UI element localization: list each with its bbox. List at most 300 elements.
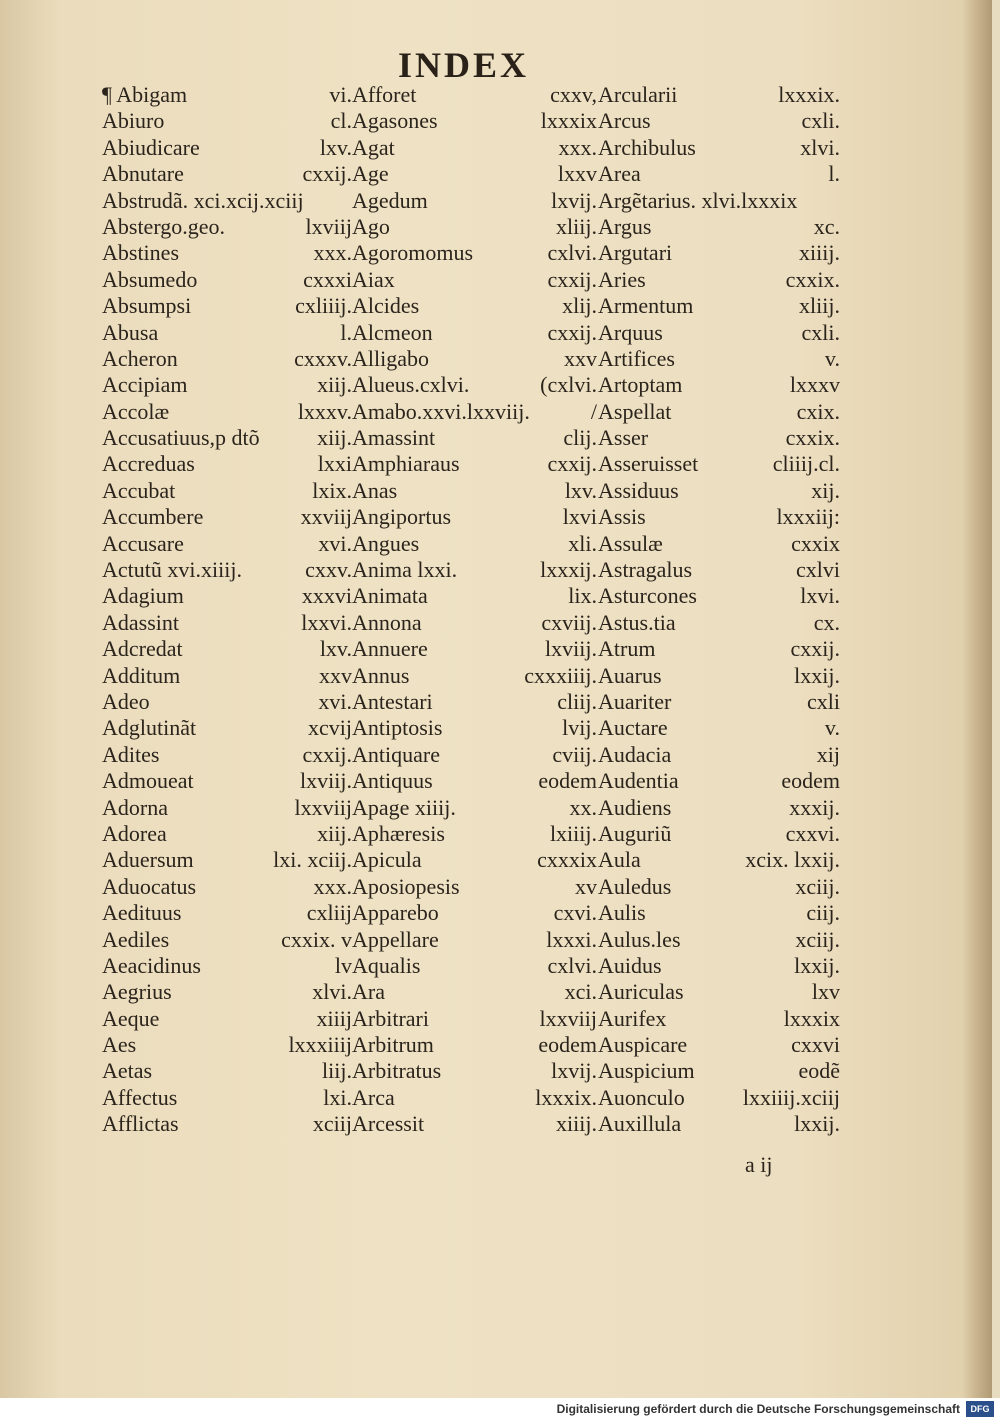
index-term: Affectus [102, 1084, 178, 1110]
page-reference: cxli. [801, 108, 840, 134]
index-term: Alcides [352, 293, 420, 319]
index-term: Afflictas [102, 1111, 179, 1137]
index-entry [102, 82, 352, 108]
index-entry [598, 557, 840, 583]
page-reference: cliiij.cl. [772, 451, 840, 477]
index-entry [598, 320, 840, 346]
page-reference: cxxxix [537, 847, 597, 873]
page-reference: xxv [319, 662, 352, 688]
index-entry [102, 108, 352, 134]
page-reference: lxxxix. [535, 1084, 597, 1110]
digitization-footer [0, 1398, 1000, 1422]
page-reference: lxxxiiij [288, 1032, 352, 1058]
page-reference: lxv [811, 979, 840, 1005]
index-term: Angues [352, 530, 420, 556]
page-reference: cxxix. [785, 425, 840, 451]
index-entry [598, 1058, 840, 1084]
index-term: Adorna [102, 794, 168, 820]
page-reference: lxxxix [540, 108, 597, 134]
index-entry [598, 927, 840, 953]
page-reference: xiij. [317, 820, 352, 846]
index-entry [102, 663, 352, 689]
index-term: Absumedo [102, 266, 198, 292]
index-term: Artoptam [598, 372, 683, 398]
page-reference: lxiiij. [549, 820, 597, 846]
index-entry [352, 953, 597, 979]
index-term: Area [598, 161, 641, 187]
index-term: Adeo [102, 688, 150, 714]
index-term: Aphæresis [352, 820, 445, 846]
index-entry [102, 742, 352, 768]
page-reference: xv [575, 873, 597, 899]
index-term: Absumpsi [102, 293, 192, 319]
page-reference: lxxiiij.xciij [742, 1084, 840, 1110]
index-entry [352, 346, 597, 372]
page-reference: cxvi. [553, 900, 597, 926]
index-term: Auguriũ [598, 820, 672, 846]
index-term: Auonculo [598, 1084, 685, 1110]
index-term: Auariter [598, 688, 672, 714]
index-term: Aediles [102, 926, 170, 952]
page-reference: xij [816, 741, 840, 767]
index-entry [352, 1032, 597, 1058]
index-entry [352, 900, 597, 926]
page-reference: lxxxv. [297, 398, 352, 424]
index-term: Abstines [102, 240, 179, 266]
index-entry [352, 663, 597, 689]
index-entry [102, 214, 352, 240]
page-reference: lxxi [317, 451, 352, 477]
page-reference: clij. [563, 425, 597, 451]
index-entry [598, 663, 840, 689]
index-entry [352, 135, 597, 161]
page-reference: v. [824, 715, 840, 741]
index-entry [352, 240, 597, 266]
page-reference: xxx. [313, 873, 352, 899]
index-term: Anima lxxi. [352, 557, 458, 583]
page-reference: cviij. [552, 741, 597, 767]
index-term: Astus.tia [598, 609, 676, 635]
index-term: Adassint [102, 609, 179, 635]
index-entry [352, 293, 597, 319]
index-term: Alcmeon [352, 319, 433, 345]
index-entry [598, 979, 840, 1005]
index-entry [352, 161, 597, 187]
index-entry [598, 1032, 840, 1058]
index-entry [102, 346, 352, 372]
index-entry [598, 768, 840, 794]
index-term: Abstergo.geo. [102, 213, 226, 239]
index-term: Auriculas [598, 979, 684, 1005]
page-reference: liij. [322, 1058, 352, 1084]
page-reference: cxxix [791, 530, 840, 556]
index-entry [598, 900, 840, 926]
index-term: Agedum [352, 187, 428, 213]
index-term: Actutũ xvi.xiiij. [102, 557, 242, 583]
index-term: Aries [598, 266, 646, 292]
index-column-3 [598, 82, 840, 1138]
index-entry [352, 214, 597, 240]
page-reference: cxliij [306, 900, 352, 926]
index-term: Argẽtarius. xlvi.lxxxix [598, 187, 798, 213]
page-reference: cx. [813, 609, 840, 635]
index-entry [102, 795, 352, 821]
page-reference: cxxij. [302, 161, 352, 187]
page-reference: vi. [329, 82, 352, 107]
index-entry [102, 768, 352, 794]
index-term: Assis [598, 504, 646, 530]
index-term: Audacia [598, 741, 672, 767]
index-term: Acheron [102, 345, 178, 371]
index-entry [352, 610, 597, 636]
index-entry [598, 1085, 840, 1111]
index-entry [102, 715, 352, 741]
index-entry [352, 1058, 597, 1084]
page-reference: xli. [568, 530, 597, 556]
page-reference: lxxviij [294, 794, 352, 820]
page-reference: xxviij [300, 504, 352, 530]
page-reference: eodem [538, 1032, 597, 1058]
page-reference: lxxxiij: [776, 504, 840, 530]
index-entry [352, 478, 597, 504]
page-reference: xiij. [317, 372, 352, 398]
index-entry [598, 108, 840, 134]
index-entry [102, 847, 352, 873]
page-reference: xcix. lxxij. [745, 847, 840, 873]
index-column-1 [102, 82, 352, 1138]
index-term: Auidus [598, 952, 662, 978]
page-reference: xiiij. [556, 1111, 597, 1137]
page-reference: xvi. [318, 688, 352, 714]
index-entry [598, 874, 840, 900]
index-entry [598, 399, 840, 425]
index-term: Arbitrari [352, 1005, 429, 1031]
index-term: Ara [352, 979, 385, 1005]
index-term: Astragalus [598, 557, 693, 583]
page-reference: / [590, 398, 597, 424]
page-reference: lxvij. [551, 1058, 597, 1084]
index-entry [598, 610, 840, 636]
page-reference: xlij. [562, 293, 597, 319]
index-entry [102, 900, 352, 926]
index-entry [352, 768, 597, 794]
index-entry [598, 82, 840, 108]
index-entry [598, 953, 840, 979]
page-reference: cxxvi. [785, 820, 840, 846]
index-term: Antestari [352, 688, 433, 714]
page-reference: lxi. [323, 1084, 352, 1110]
page-reference: xvi. [318, 530, 352, 556]
page-reference: cxviij. [541, 609, 597, 635]
index-term: Argutari [598, 240, 673, 266]
index-term: Auledus [598, 873, 672, 899]
index-term: Argus [598, 213, 652, 239]
page-reference: cxlvi [796, 557, 840, 583]
index-entry [102, 979, 352, 1005]
index-entry [102, 240, 352, 266]
index-term: Antiptosis [352, 715, 443, 741]
index-entry [598, 188, 840, 214]
page-reference: lxv. [319, 636, 352, 662]
index-term: Aspellat [598, 398, 672, 424]
index-entry [102, 583, 352, 609]
index-entry [102, 689, 352, 715]
index-term: Armentum [598, 293, 694, 319]
index-term: Arbitrum [352, 1032, 434, 1058]
index-term: Apage xiiij. [352, 794, 456, 820]
page-reference: xlvi. [312, 979, 352, 1005]
index-entry [102, 1032, 352, 1058]
index-term: Additum [102, 662, 181, 688]
index-entry [598, 636, 840, 662]
page-reference: cxxij. [547, 451, 597, 477]
index-entry [102, 557, 352, 583]
page-reference: lxxij. [794, 662, 840, 688]
index-term: Artifices [598, 345, 675, 371]
index-term: Auctare [598, 715, 668, 741]
index-term: Apparebo [352, 900, 439, 926]
index-entry [352, 504, 597, 530]
index-entry [352, 847, 597, 873]
index-term: Aurifex [598, 1005, 667, 1031]
index-entry [102, 927, 352, 953]
page-reference: xliij. [556, 213, 597, 239]
page-reference: lxxij. [794, 952, 840, 978]
page-reference: lxvij. [551, 187, 597, 213]
index-entry [352, 320, 597, 346]
page-reference: eodem [781, 768, 840, 794]
index-entry [102, 610, 352, 636]
index-entry [598, 847, 840, 873]
index-entry [352, 108, 597, 134]
index-term: Aedituus [102, 900, 182, 926]
page-reference: xxx. [313, 240, 352, 266]
index-term: Aes [102, 1032, 137, 1058]
index-entry [352, 267, 597, 293]
index-term: Antiquare [352, 741, 440, 767]
page-reference: xlvi. [800, 134, 840, 160]
page-reference: cxix. [796, 398, 840, 424]
index-entry [352, 82, 597, 108]
page-reference: l. [340, 319, 352, 345]
page-reference: lxxvi. [301, 609, 352, 635]
index-term: Aeacidinus [102, 952, 201, 978]
index-entry [598, 689, 840, 715]
index-entry [102, 135, 352, 161]
index-term: Aeque [102, 1005, 160, 1031]
page-reference: cxxxi [303, 266, 352, 292]
page-reference: xiiij. [799, 240, 840, 266]
index-term: Aegrius [102, 979, 172, 1005]
page-reference: lxxxix. [778, 82, 840, 107]
index-entry [598, 372, 840, 398]
page-reference: xci. [564, 979, 597, 1005]
page-reference: lvij. [562, 715, 597, 741]
page-reference: cxxij. [790, 636, 840, 662]
page-reference: lxi. xciij. [273, 847, 352, 873]
index-entry [598, 293, 840, 319]
index-term: Agat [352, 134, 395, 160]
index-term: Asser [598, 425, 649, 451]
index-term: Auxillula [598, 1111, 682, 1137]
index-term: Ago [352, 213, 390, 239]
page-reference: eodẽ [798, 1058, 840, 1084]
index-entry [102, 399, 352, 425]
index-entry [102, 425, 352, 451]
page-reference: lxxv [557, 161, 597, 187]
page-reference: lxix. [312, 477, 352, 503]
index-term: Arcessit [352, 1111, 425, 1137]
index-entry [352, 451, 597, 477]
page-reference: lxviij. [300, 768, 352, 794]
index-term: Angiportus [352, 504, 451, 530]
index-entry [102, 372, 352, 398]
index-term: Asturcones [598, 583, 697, 609]
page-title: INDEX [398, 45, 530, 85]
page-reference: lxxxij. [540, 557, 597, 583]
page-reference: lxxij. [794, 1111, 840, 1137]
index-term: Abiuro [102, 108, 165, 134]
index-term: Aduocatus [102, 873, 197, 899]
index-entry [102, 478, 352, 504]
index-entry [352, 689, 597, 715]
page-reference: xiiij [316, 1005, 352, 1031]
index-entry [598, 583, 840, 609]
page-reference: lix. [568, 583, 597, 609]
index-term: Accubat [102, 477, 176, 503]
index-entry [102, 531, 352, 557]
index-term: Annona [352, 609, 422, 635]
index-term: Annuere [352, 636, 428, 662]
index-entry [598, 795, 840, 821]
index-term: Aiax [352, 266, 395, 292]
index-term: Alligabo [352, 345, 429, 371]
index-entry [352, 531, 597, 557]
index-entry [598, 267, 840, 293]
index-entry [352, 372, 597, 398]
index-term: Anas [352, 477, 398, 503]
index-term: Apicula [352, 847, 422, 873]
index-entry [102, 636, 352, 662]
index-term: Annus [352, 662, 410, 688]
index-term: ¶ Abigam [102, 82, 188, 107]
index-entry [598, 451, 840, 477]
page-reference: cxxvi [791, 1032, 840, 1058]
page-reference: cxxv, [550, 82, 597, 107]
page-edge-shadow [962, 0, 992, 1398]
index-term: Aduersum [102, 847, 194, 873]
index-entry [102, 953, 352, 979]
index-entry [352, 399, 597, 425]
page-reference: lxxxv [789, 372, 840, 398]
page-reference: xiij. [317, 425, 352, 451]
index-entry [598, 1111, 840, 1137]
page-reference: xx. [569, 794, 597, 820]
page-reference: xxxvi [301, 583, 352, 609]
index-entry [598, 240, 840, 266]
index-term: Aulus.les [598, 926, 681, 952]
page-reference: xxxij. [789, 794, 840, 820]
index-term: Arcus [598, 108, 651, 134]
page-reference: xxx. [558, 134, 597, 160]
index-term: Adglutinãt [102, 715, 197, 741]
page-reference: xij. [811, 477, 840, 503]
index-entry [598, 715, 840, 741]
page-reference: lxv. [319, 134, 352, 160]
page-reference: lxvi. [800, 583, 840, 609]
signature-mark: a ij [745, 1152, 773, 1177]
index-entry [598, 135, 840, 161]
index-term: Arquus [598, 319, 663, 345]
page-reference: xciij. [795, 873, 840, 899]
page-reference: cxliiij. [295, 293, 352, 319]
index-entry [352, 425, 597, 451]
footer-credit: Digitalisierung gefördert durch die Deutsche Forschungsgemeinschaft [556, 1402, 960, 1416]
page-reference: xciij [312, 1111, 352, 1137]
page-reference: lxxxi. [546, 926, 597, 952]
index-term: Arbitratus [352, 1058, 442, 1084]
index-term: Accolæ [102, 398, 170, 424]
page-reference: cxxij. [547, 266, 597, 292]
index-entry [102, 504, 352, 530]
page-reference: lxvi [562, 504, 597, 530]
index-term: Afforet [352, 82, 417, 107]
index-term: Accreduas [102, 451, 195, 477]
index-term: Aposiopesis [352, 873, 460, 899]
index-term: Agoromomus [352, 240, 473, 266]
page-reference: xcvij [308, 715, 352, 741]
index-term: Accumbere [102, 504, 204, 530]
index-term: Appellare [352, 926, 439, 952]
index-term: Age [352, 161, 389, 187]
page-reference: cxxix. v [281, 926, 352, 952]
index-entry [352, 188, 597, 214]
page-reference: lxviij. [545, 636, 597, 662]
page-reference: v. [824, 345, 840, 371]
page-reference: cxxix. [785, 266, 840, 292]
index-term: Auspicare [598, 1032, 688, 1058]
index-term: Audentia [598, 768, 679, 794]
index-column-2 [352, 82, 597, 1138]
index-term: Adagium [102, 583, 184, 609]
index-entry [352, 927, 597, 953]
index-entry [598, 821, 840, 847]
index-term: Adites [102, 741, 160, 767]
index-term: Audiens [598, 794, 672, 820]
index-term: Adorea [102, 820, 167, 846]
page-reference: cxxv. [305, 557, 352, 583]
index-term: Assiduus [598, 477, 679, 503]
index-entry [102, 293, 352, 319]
index-entry [352, 821, 597, 847]
index-entry [598, 531, 840, 557]
index-entry [352, 742, 597, 768]
index-entry [352, 874, 597, 900]
page-reference: cxli. [801, 319, 840, 345]
index-term: Auarus [598, 662, 662, 688]
index-entry [598, 346, 840, 372]
page-reference: xciij. [795, 926, 840, 952]
index-entry [102, 320, 352, 346]
index-term: Admoueat [102, 768, 194, 794]
index-term: Alueus.cxlvi. [352, 372, 470, 398]
index-entry [102, 1058, 352, 1084]
index-entry [598, 504, 840, 530]
page-reference: xc. [813, 213, 840, 239]
page-reference: eodem [538, 768, 597, 794]
page-reference: lxviij [305, 213, 352, 239]
dfg-logo-icon: DFG [966, 1401, 994, 1417]
